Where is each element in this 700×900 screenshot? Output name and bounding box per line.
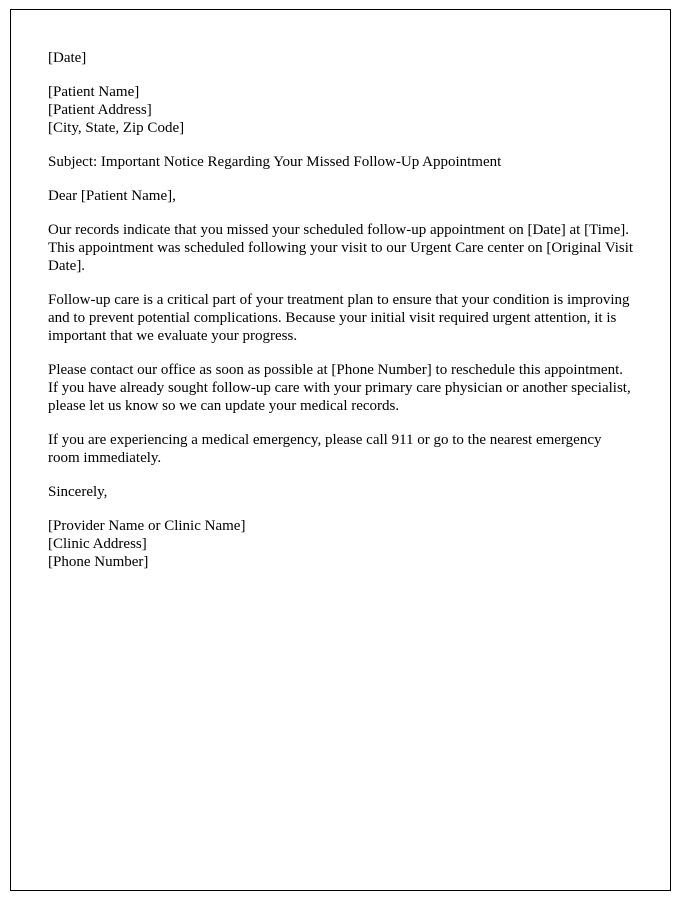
subject-line: Subject: Important Notice Regarding Your Missed Follow-Up Appointment: [48, 154, 502, 170]
date-line: [Date]: [48, 50, 87, 66]
body-paragraph: Follow-up care is a critical part of your treatment plan to ensure that your condition is improving and to prevent potential complications. Because your initial visit required urgent attention, it is important that we evaluate your progress.: [48, 292, 630, 344]
closing: Sincerely,: [48, 484, 108, 500]
signature-clinic-address: [Clinic Address]: [48, 536, 147, 552]
body-paragraph: Our records indicate that you missed your scheduled follow-up appointment on [Date] at [Time]. This appointment was scheduled following your visit to our Urgent Care center on [Original Visit Date].: [48, 222, 634, 274]
subject-block: [48, 153, 634, 171]
closing-block: [48, 483, 634, 501]
recipient-block: [48, 83, 634, 137]
signature-block: [48, 517, 634, 571]
recipient-city-state-zip: [City, State, Zip Code]: [48, 120, 185, 136]
salutation-block: [48, 187, 634, 205]
body-paragraph: If you are experiencing a medical emergency, please call 911 or go to the nearest emergency room immediately.: [48, 432, 602, 466]
body-paragraph: Please contact our office as soon as possible at [Phone Number] to reschedule this appointment. If you have already sought follow-up care with your primary care physician or another specialist, please let us know so we can update your medical records.: [48, 362, 631, 414]
letter-page: [10, 9, 671, 891]
recipient-name: [Patient Name]: [48, 84, 140, 100]
signature-phone-number: [Phone Number]: [48, 554, 149, 570]
signature-provider-name: [Provider Name or Clinic Name]: [48, 518, 246, 534]
recipient-address: [Patient Address]: [48, 102, 152, 118]
salutation: Dear [Patient Name],: [48, 188, 176, 204]
date-block: [48, 49, 634, 67]
